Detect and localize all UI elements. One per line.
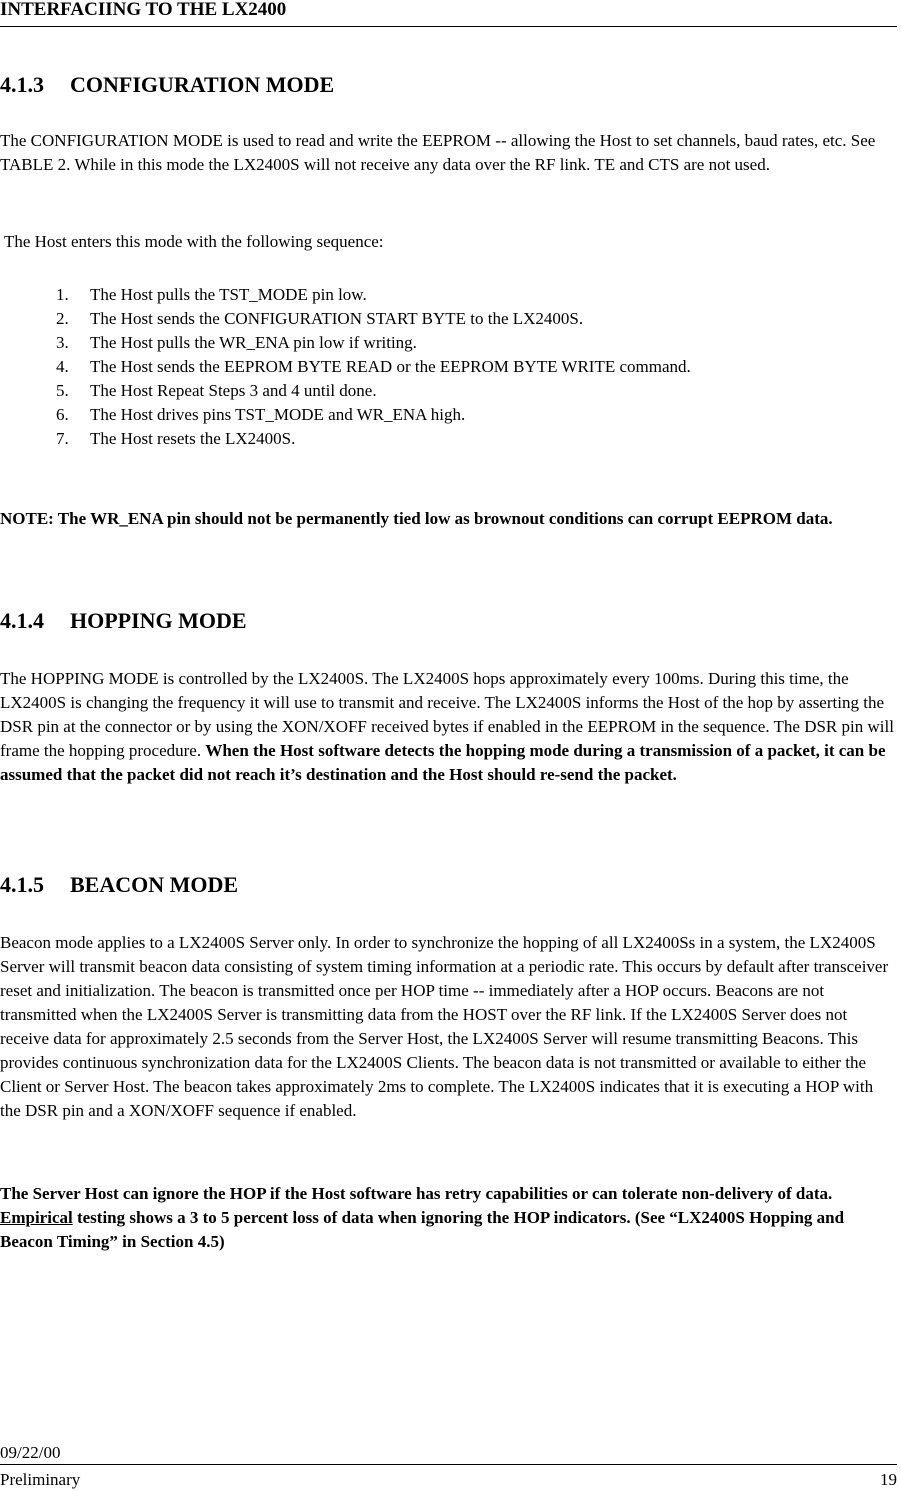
eeprom-note: NOTE: The WR_ENA pin should not be permanently tied low as brownout conditions can corrupt EEPROM data. [0, 509, 833, 528]
beacon-note: The Server Host can ignore the HOP if the Host software has retry capabilities or can tolerate non-delivery of data. Empirical testing shows a 3 to 5 percent loss of data when ignoring the HOP indicators. (See “LX2400S Hopping and Beacon Timing” in Section 4.5) [0, 1184, 845, 1251]
section-heading-configuration [0, 72, 334, 98]
configuration-sequence-intro: The Host enters this mode with the following sequence: [0, 232, 384, 251]
section-number: 4.1.3 [0, 72, 44, 97]
list-item: 4. The Host sends the EEPROM BYTE READ or the EEPROM BYTE WRITE command. [56, 357, 691, 376]
section-title: BEACON MODE [70, 872, 239, 897]
configuration-paragraph: The CONFIGURATION MODE is used to read and write the EEPROM -- allowing the Host to set channels, baud rates, etc. See TABLE 2. While in this mode the LX2400S will not receive any data over the RF link. TE and CTS are not used. [0, 131, 876, 174]
hopping-paragraph [0, 667, 898, 787]
section-heading-beacon [0, 872, 238, 898]
list-item: 6. The Host drives pins TST_MODE and WR_ENA high. [56, 405, 466, 424]
footer-status: Preliminary [0, 1470, 81, 1489]
section-number: 4.1.5 [0, 872, 44, 897]
list-item: 5. The Host Repeat Steps 3 and 4 until done. [56, 381, 377, 400]
section-heading-hopping [0, 608, 247, 634]
hopping-bold-text: When the Host software detects the hopping mode during a transmission of a packet, it can be assumed that the packet did not reach it’s destination and the Host should re-send the packet. [0, 741, 886, 784]
list-item: 2. The Host sends the CONFIGURATION START BYTE to the LX2400S. [56, 309, 584, 328]
configuration-steps-list [56, 283, 691, 451]
list-item: 3. The Host pulls the WR_ENA pin low if writing. [56, 333, 417, 352]
hopping-text: The HOPPING MODE is controlled by the LX2400S. The LX2400S hops approximately every 100ms. During this time, the LX2400S is changing the frequency it will use to transmit and receive. The LX2400S informs the Host of the hop by asserting the DSR pin at the connector or by using the XON/XOFF received bytes if enabled in the EEPROM in the sequence. The DSR pin will frame the hopping procedure. [0, 669, 894, 760]
list-item: 7. The Host resets the LX2400S. [56, 429, 296, 448]
list-item: 1. The Host pulls the TST_MODE pin low. [56, 285, 367, 304]
beacon-paragraph: Beacon mode applies to a LX2400S Server only. In order to synchronize the hopping of all LX2400Ss in a system, the LX2400S Server will transmit beacon data consisting of system timing information at a periodic rate. This occurs by default after transceiver reset and initialization. The beacon is transmitted once per HOP time -- immediately after a HOP occurs. Beacons are not transmitted when the LX2400S Server is transmitting data from the HOST over the RF link. If the LX2400S Server does not receive data for approximately 2.5 seconds from the Server Host, the LX2400S Server will resume transmitting Beacons. This provides continuous synchronization data for the LX2400S Clients. The beacon data is not transmitted or available to either the Client or Server Host. The beacon takes approximately 2ms to complete. The LX2400S indicates that it is executing a HOP with the DSR pin and a XON/XOFF sequence if enabled. [0, 933, 889, 1120]
section-title: HOPPING MODE [70, 608, 247, 633]
section-title: CONFIGURATION MODE [70, 72, 335, 97]
section-number: 4.1.4 [0, 608, 44, 633]
empirical-underlined: Empirical [0, 1208, 73, 1227]
footer-date: 09/22/00 [0, 1443, 897, 1465]
page-header-title: INTERFACIING TO THE LX2400 [0, 0, 897, 27]
page-number: 19 [880, 1470, 897, 1489]
